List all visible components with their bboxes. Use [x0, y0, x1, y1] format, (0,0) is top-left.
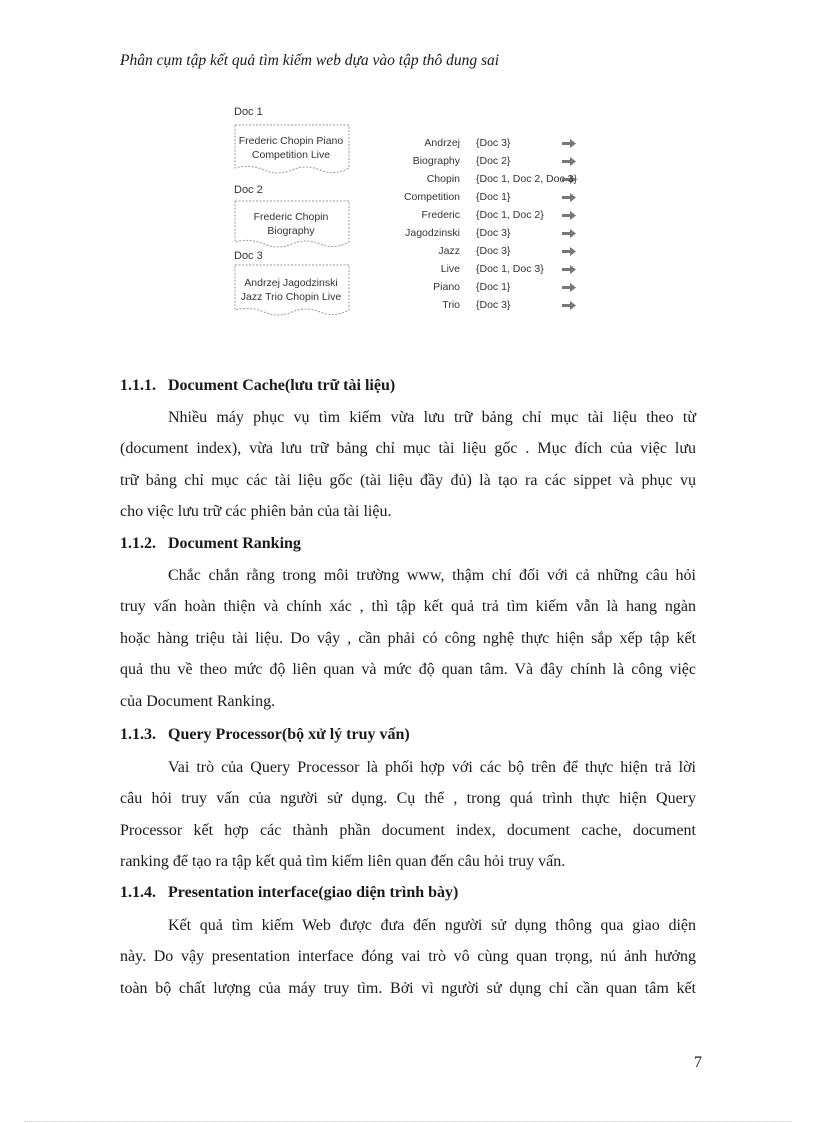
- index-term: Jagodzinski: [405, 227, 460, 239]
- doc-3-text: Andrzej Jagodzinski Jazz Trio Chopin Live: [240, 277, 342, 303]
- arrow-right-icon: [562, 211, 576, 220]
- index-row: [352, 171, 592, 187]
- paragraph-line: Vai trò của Query Processor là phối hợp với các bộ trên để thực hiện trả lời: [168, 759, 696, 776]
- doc-3-card: [234, 264, 348, 314]
- running-header: Phân cụm tập kết quả tìm kiếm web dựa vào tập thô dung sai: [120, 52, 500, 69]
- paragraph-line: quả thu về theo mức độ liên quan và mức độ quan tâm. Và đây chính là công việc: [120, 661, 696, 679]
- section-paragraph: [120, 402, 696, 528]
- index-docs: {Doc 1}: [476, 191, 511, 203]
- paragraph-line: Kết quả tìm kiếm Web được đưa đến người sử dụng thông qua giao diện: [168, 917, 696, 934]
- section-heading: [120, 377, 395, 395]
- section-paragraph: [120, 752, 696, 878]
- index-term: Chopin: [426, 173, 460, 185]
- section-paragraph: [120, 910, 696, 1004]
- index-row: [352, 261, 592, 277]
- section-title: Document Cache(lưu trữ tài liệu): [168, 377, 396, 394]
- index-row: [352, 225, 592, 241]
- index-row: [352, 189, 592, 205]
- arrow-right-icon: [562, 193, 576, 202]
- arrow-right-icon: [562, 301, 576, 310]
- section-title: Presentation interface(giao diện trình bày): [168, 884, 459, 901]
- doc-2-label: Doc 2: [234, 184, 263, 196]
- section-heading: [120, 884, 458, 902]
- index-docs: {Doc 1, Doc 3}: [476, 263, 544, 275]
- arrow-right-icon: [562, 229, 576, 238]
- index-docs: {Doc 1, Doc 2, Doc 3}: [476, 173, 577, 185]
- section-heading: [120, 535, 301, 553]
- paragraph-line: của Document Ranking.: [120, 692, 276, 710]
- paragraph-line: hoặc hàng triệu tài liệu. Do vậy , cần phải có công nghệ thực hiện sắp xếp tập kết: [120, 629, 696, 647]
- doc-1-label: Doc 1: [234, 106, 263, 118]
- index-term: Frederic: [421, 209, 460, 221]
- index-term: Trio: [442, 299, 460, 311]
- doc-2-text: Frederic Chopin Biography: [253, 211, 329, 237]
- paragraph-line: Nhiều máy phục vụ tìm kiếm vừa lưu trữ bảng chỉ mục tài liệu theo từ: [168, 409, 696, 426]
- arrow-right-icon: [562, 265, 576, 274]
- arrow-right-icon: [562, 247, 576, 256]
- section-number: 1.1.2.: [120, 535, 156, 552]
- index-term: Jazz: [438, 245, 460, 257]
- section-title: Document Ranking: [168, 535, 301, 552]
- paragraph-line: câu hỏi truy vấn của người sử dụng. Cụ thể , trong quá trình thực hiện Query: [120, 790, 696, 808]
- index-term: Andrzej: [424, 137, 460, 149]
- index-term: Piano: [433, 281, 460, 293]
- section-heading: [120, 726, 410, 744]
- index-row: [352, 153, 592, 169]
- doc-2-card: [234, 200, 348, 250]
- section-paragraph: [120, 560, 696, 717]
- index-docs: {Doc 3}: [476, 227, 511, 239]
- index-docs: {Doc 3}: [476, 299, 511, 311]
- page-number: 7: [694, 1054, 702, 1071]
- index-docs: {Doc 2}: [476, 155, 511, 167]
- doc-3-label: Doc 3: [234, 250, 263, 262]
- paragraph-line: Chắc chắn rằng trong môi trường www, thậm chí đối với cả những câu hỏi: [168, 567, 696, 584]
- paragraph-line: Processor kết hợp các thành phần document index, document cache, document: [120, 821, 696, 839]
- index-row: [352, 135, 592, 151]
- paragraph-line: cho việc lưu trữ các phiên bản của tài liệu.: [120, 503, 392, 521]
- index-row: [352, 243, 592, 259]
- section-number: 1.1.1.: [120, 377, 156, 394]
- index-docs: {Doc 3}: [476, 137, 511, 149]
- section-number: 1.1.4.: [120, 884, 156, 901]
- arrow-right-icon: [562, 139, 576, 148]
- section-title: Query Processor(bộ xử lý truy vấn): [168, 726, 410, 743]
- index-term: Live: [440, 263, 460, 275]
- index-docs: {Doc 3}: [476, 245, 511, 257]
- index-row: [352, 297, 592, 313]
- doc-1-text: Frederic Chopin Piano Competition Live: [238, 135, 344, 161]
- arrow-right-icon: [562, 283, 576, 292]
- index-term: Competition: [403, 191, 460, 203]
- paragraph-line: truy vấn hoàn thiện và chính xác , thì tập kết quả trả tìm kiếm vẫn là hang ngàn: [120, 598, 696, 616]
- inverted-index-figure: [232, 104, 592, 322]
- paragraph-line: ranking để tạo ra tập kết quả tìm kiếm liên quan đến câu hỏi truy vấn.: [120, 853, 566, 871]
- index-term: Biography: [412, 155, 460, 167]
- index-docs: {Doc 1}: [476, 281, 511, 293]
- index-docs: {Doc 1, Doc 2}: [476, 209, 544, 221]
- index-row: [352, 279, 592, 295]
- footer-rule: [24, 1121, 792, 1122]
- doc-1-card: [234, 124, 348, 174]
- paragraph-line: toàn bộ chất lượng của máy truy tìm. Bởi vì người sử dụng chỉ cần quan tâm kết: [120, 979, 696, 997]
- section-number: 1.1.3.: [120, 726, 156, 743]
- paragraph-line: (document index), vừa lưu trữ bảng chỉ mục tài liệu gốc . Mục đích của việc lưu: [120, 440, 696, 458]
- arrow-right-icon: [562, 157, 576, 166]
- paragraph-line: trữ bảng chỉ mục các tài liệu gốc (tài liệu đầy đủ) là tạo ra các sippet và phục vụ: [120, 471, 696, 489]
- paragraph-line: này. Do vậy presentation interface đóng vai trò vô cùng quan trọng, nú ảnh hưởng: [120, 948, 696, 966]
- index-row: [352, 207, 592, 223]
